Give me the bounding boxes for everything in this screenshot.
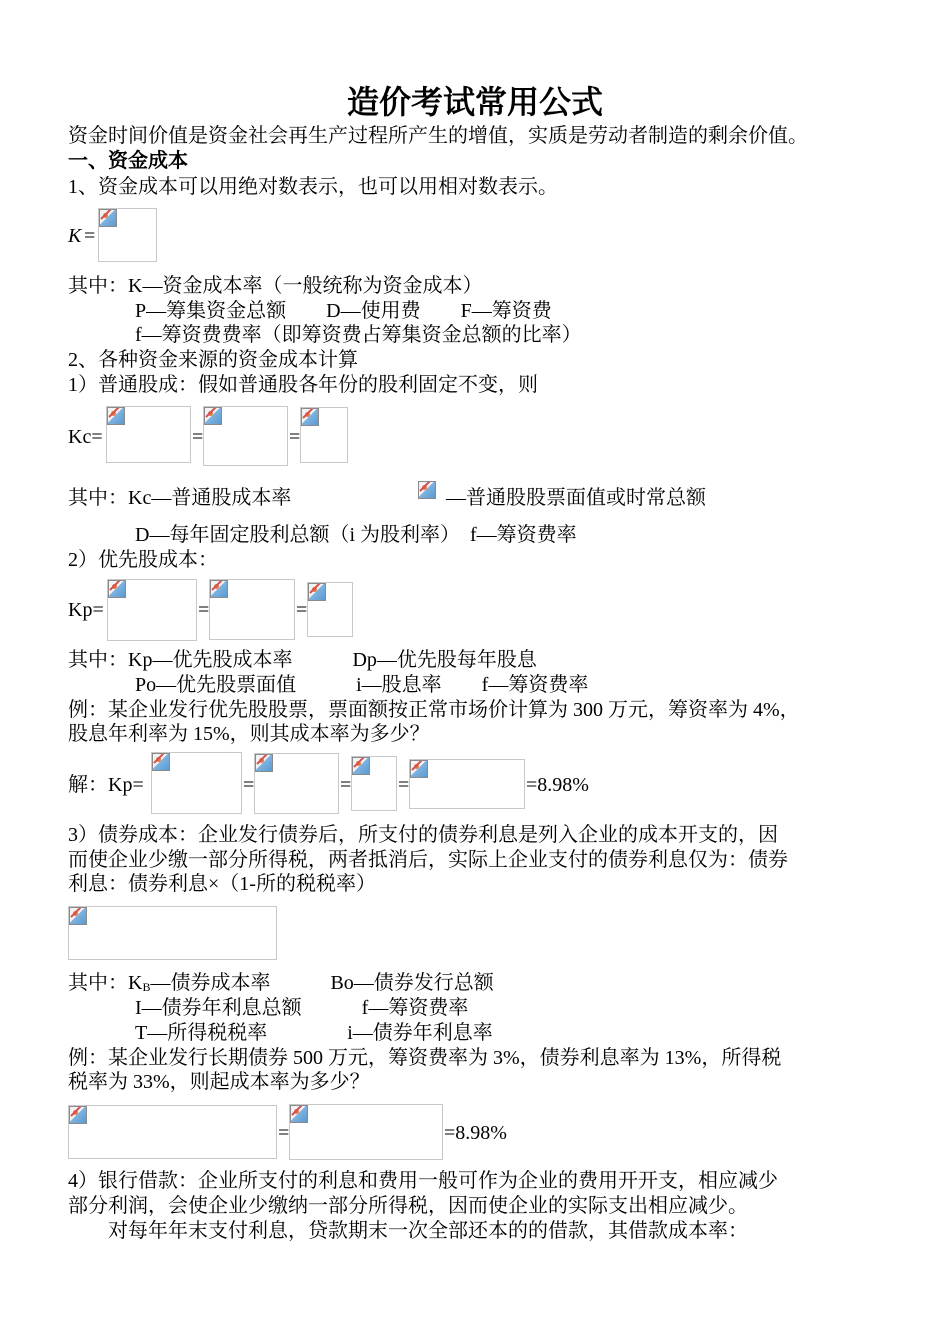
example-2-line-1: 例：某企业发行长期债券 500 万元，筹资费率为 3%，债券利息率为 13%，所得税 (68, 1047, 782, 1069)
example-2-line-2: 税率为 33%，则起成本率为多少？ (68, 1071, 370, 1093)
formula-image (68, 906, 277, 960)
solution-2-result: =8.98% (444, 1122, 507, 1144)
where-list-1b: P—筹集资金总额 D—使用费 F—筹资费 (135, 300, 552, 322)
broken-image-icon (204, 407, 222, 425)
formula-image (68, 1105, 277, 1159)
broken-image-icon (352, 757, 370, 775)
solution-1-label: 解：Kp= (68, 774, 144, 796)
formula-image (254, 753, 339, 814)
formula-image (351, 756, 397, 811)
broken-image-icon (152, 753, 170, 771)
intro-text: 资金时间价值是资金社会再生产过程所产生的增值，实质是劳动者制造的剩余价值。 (68, 125, 808, 147)
where-list-2a-continued: —普通股股票面值或时常总额 (446, 487, 706, 509)
where-list-3b: Po—优先股票面值 i—股息率 f—筹资费率 (135, 674, 589, 696)
formula-image (300, 407, 348, 463)
formula-kp-label: Kp= (68, 599, 104, 621)
formula-k-equals: = (84, 225, 96, 247)
formula-image (151, 752, 242, 814)
paragraph-4: 2）优先股成本： (68, 549, 218, 571)
solution-1-result: =8.98% (526, 774, 589, 796)
formula-image (203, 406, 288, 466)
example-1-line-2: 股息年利率为 15%，则其成本率为多少？ (68, 723, 430, 745)
where-list-4a-rest: —债券成本率 Bo—债券发行总额 (150, 972, 494, 994)
broken-image-icon (99, 209, 117, 227)
formula-equals: = (289, 426, 301, 448)
formula-equals: = (243, 774, 255, 796)
formula-image (289, 1104, 443, 1160)
paragraph-6-line-2: 部分利润，会使企业少缴纳一部分所得税，因而使企业的实际支出相应减少。 (68, 1195, 748, 1217)
paragraph-6-line-1: 4）银行借款：企业所支付的利息和费用一般可作为企业的费用开开支，相应减少 (68, 1170, 778, 1192)
where-list-4a-subscript: B (142, 980, 151, 994)
formula-equals: = (398, 774, 410, 796)
paragraph-5-line-1: 3）债券成本：企业发行债券后，所支付的债券利息是列入企业的成本开支的，因 (68, 824, 778, 846)
paragraph-2: 2、各种资金来源的资金成本计算 (68, 349, 358, 371)
formula-kc-label: Kc= (68, 426, 103, 448)
where-list-2b: D—每年固定股利总额（i 为股利率） f—筹资费率 (135, 524, 577, 546)
broken-image-icon (418, 481, 436, 499)
broken-image-icon (301, 408, 319, 426)
formula-image (98, 208, 157, 262)
where-list-4b: I—债券年利息总额 f—筹资费率 (135, 997, 469, 1019)
where-list-4a-prefix: 其中：K (68, 972, 143, 994)
paragraph-1: 1、资金成本可以用绝对数表示，也可以用相对数表示。 (68, 176, 558, 198)
symbol-image (418, 481, 446, 513)
broken-image-icon (69, 1106, 87, 1124)
formula-image (107, 579, 197, 641)
where-list-2a: 其中：Kc—普通股成本率 (68, 487, 292, 509)
where-list-3a: 其中：Kp—优先股成本率 Dp—优先股每年股息 (68, 649, 537, 671)
paragraph-6-line-3: 对每年年末支付利息，贷款期末一次全部还本的的借款，其借款成本率： (68, 1220, 748, 1242)
formula-image (106, 406, 191, 463)
formula-image (307, 582, 353, 637)
broken-image-icon (210, 580, 228, 598)
page-title: 造价考试常用公式 (346, 84, 603, 120)
where-list-1c: f—筹资费费率（即筹资费占筹集资金总额的比率） (135, 324, 582, 346)
paragraph-5-line-3: 利息：债券利息×（1-所的税税率） (68, 873, 376, 895)
formula-image (409, 759, 525, 809)
section-heading-capital-cost: 一、资金成本 (68, 150, 188, 172)
formula-equals: = (192, 426, 204, 448)
formula-equals: = (198, 599, 210, 621)
broken-image-icon (107, 407, 125, 425)
formula-k-label: K (68, 225, 82, 247)
formula-image (209, 579, 295, 640)
formula-equals: = (340, 774, 352, 796)
broken-image-icon (69, 907, 87, 925)
example-1-line-1: 例：某企业发行优先股股票，票面额按正常市场价计算为 300 万元，筹资率为 4%， (68, 699, 800, 721)
where-list-1a: 其中：K—资金成本率（一般统称为资金成本） (68, 275, 483, 297)
paragraph-5-line-2: 而使企业少缴一部分所得税，两者抵消后，实际上企业支付的债券利息仅为：债券 (68, 849, 788, 871)
formula-equals: = (278, 1122, 290, 1144)
broken-image-icon (108, 580, 126, 598)
broken-image-icon (255, 754, 273, 772)
where-list-4c: T—所得税税率 i—债券年利息率 (135, 1022, 493, 1044)
formula-equals: = (296, 599, 308, 621)
broken-image-icon (290, 1105, 308, 1123)
broken-image-icon (410, 760, 428, 778)
paragraph-3: 1）普通股成：假如普通股各年份的股利固定不变，则 (68, 374, 538, 396)
where-list-4a (68, 971, 494, 999)
broken-image-icon (308, 583, 326, 601)
